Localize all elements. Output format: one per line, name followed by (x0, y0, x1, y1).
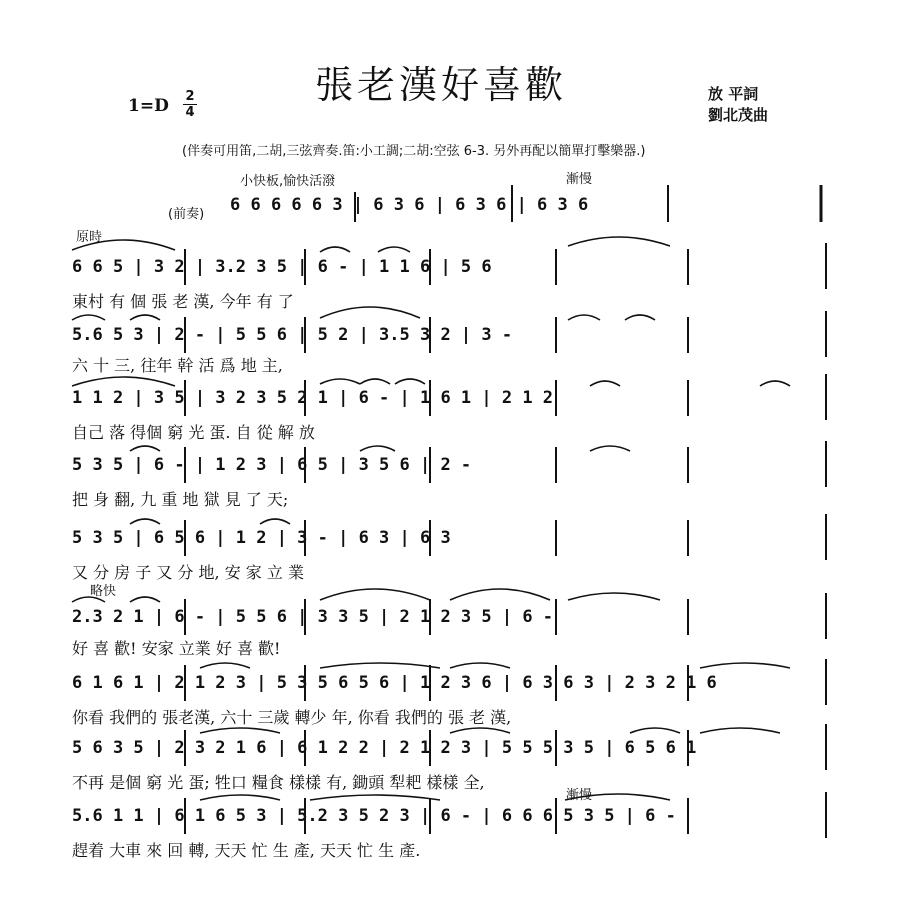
slur-mark (450, 663, 510, 668)
lyricist-credit: 放 平詞 (708, 85, 759, 103)
ritardando-marking: 漸慢 (566, 172, 593, 187)
slur-mark (130, 315, 160, 320)
composer-credit: 劉北茂曲 (708, 106, 769, 124)
slur-mark (130, 446, 160, 451)
system-1-marker: 原時 (76, 230, 103, 245)
key-signature: 1=D (128, 96, 169, 116)
slur-mark (72, 597, 105, 602)
slur-mark (130, 597, 160, 602)
slur-mark (200, 728, 280, 733)
slur-mark (360, 446, 395, 451)
system-6-notes: 2.3 2 1 | 6 - | 5 5 6 | 3 3 5 | 2 1 2 3 5 | 6 - (72, 607, 554, 627)
slur-mark (320, 247, 350, 252)
intro-label: (前奏) (168, 207, 205, 222)
slur-mark (568, 593, 660, 600)
system-8-notes: 5 6 3 5 | 2 3 2 1 6 | 6 1 2 2 | 2 1 2 3 | 5 5 5 3 5 | 6 5 6 1 (72, 738, 697, 758)
slur-mark (320, 663, 440, 668)
slur-mark (130, 519, 160, 524)
system-6-lyrics: 好 喜 歡! 安家 立業 好 喜 歡! (72, 639, 281, 658)
slur-mark (320, 307, 420, 318)
slur-mark (395, 379, 425, 384)
system-5-notes: 5 3 5 | 6 5 6 | 1 2 | 3 - | 6 3 | 6 3 (72, 528, 451, 548)
slur-mark (700, 663, 790, 668)
system-8-lyrics: 不再 是個 窮 光 蛋; 牲口 糧食 樣樣 有, 鋤頭 犁耙 樣樣 全, (72, 773, 485, 792)
slur-mark (200, 795, 280, 800)
slur-mark (450, 728, 510, 733)
slur-mark (72, 240, 175, 250)
system-7-lyrics: 你看 我們的 張老漢, 六十 三歲 轉少 年, 你看 我們的 張 老 漢, (72, 708, 512, 727)
slur-mark (72, 377, 175, 386)
system-1-lyrics: 東村 有 個 張 老 漢, 今年 有 了 (72, 292, 294, 311)
slur-mark (568, 237, 670, 246)
system-7-notes: 6 1 6 1 | 2 1 2 3 | 5 3 5 6 5 6 | 1 2 3 6 | 6 3 6 3 | 2 3 2 1 6 (72, 673, 717, 693)
slur-mark (378, 247, 410, 252)
system-9-lyrics: 趕着 大車 來 回 轉, 天天 忙 生 產, 天天 忙 生 產. (72, 841, 421, 860)
slur-mark (625, 315, 655, 320)
slur-mark (590, 446, 630, 451)
system-4-lyrics: 把 身 翻, 九 重 地 獄 見 了 天; (72, 490, 289, 509)
slur-mark (260, 519, 290, 524)
system-2-notes: 5.6 5 3 | 2 - | 5 5 6 | 5 2 | 3.5 3 2 | 3 - (72, 325, 513, 345)
system-5-lyrics: 又 分 房 子 又 分 地, 安 家 立 業 (72, 563, 304, 582)
slur-mark (568, 315, 600, 320)
system-9-notes: 5.6 1 1 | 6 1 6 5 3 | 5.2 3 5 2 3 | 6 - | 6 6 6 5 3 5 | 6 - (72, 806, 676, 826)
slur-mark (360, 379, 390, 384)
intro-notes: 6 6 6 6 6 3 | 6 3 6 | 6 3 6 | 6 3 6 (230, 195, 589, 215)
slur-mark (320, 379, 360, 384)
slur-mark (630, 728, 680, 733)
time-signature-bottom: 4 (185, 105, 195, 120)
slur-mark (590, 381, 620, 386)
system-6-marker: 略快 (90, 584, 117, 599)
slur-mark (450, 589, 550, 600)
slur-mark (200, 663, 250, 668)
system-4-notes: 5 3 5 | 6 - | 1 2 3 | 6 5 | 3 5 6 | 2 - (72, 455, 472, 475)
system-2-lyrics: 六 十 三, 往年 幹 活 爲 地 主, (72, 356, 283, 375)
system-3-notes: 1 1 2 | 3 5 | 3 2 3 5 2 1 | 6 - | 1 6 1 | 2 1 2 (72, 388, 554, 408)
system-1-notes: 6 6 5 | 3 2 | 3.2 3 5 | 6 - | 1 1 6 | 5 6 (72, 257, 492, 277)
slur-mark (700, 728, 780, 733)
tempo-marking: 小快板,愉快活潑 (240, 174, 336, 189)
system-3-lyrics: 自己 落 得個 窮 光 蛋. 自 從 解 放 (72, 423, 315, 442)
slur-mark (565, 794, 670, 800)
time-signature-top: 2 (185, 89, 195, 104)
system-9-marker: 漸慢 (566, 788, 593, 803)
song-title: 張老漢好喜歡 (315, 63, 568, 107)
performance-note: (伴奏可用笛,二胡,三弦齊奏.笛:小工調;二胡:空弦 6-3. 另外再配以簡單打擊樂器.) (182, 144, 646, 159)
slur-mark (760, 381, 790, 386)
slur-mark (310, 795, 440, 800)
slur-mark (320, 589, 430, 600)
slur-mark (72, 315, 105, 320)
